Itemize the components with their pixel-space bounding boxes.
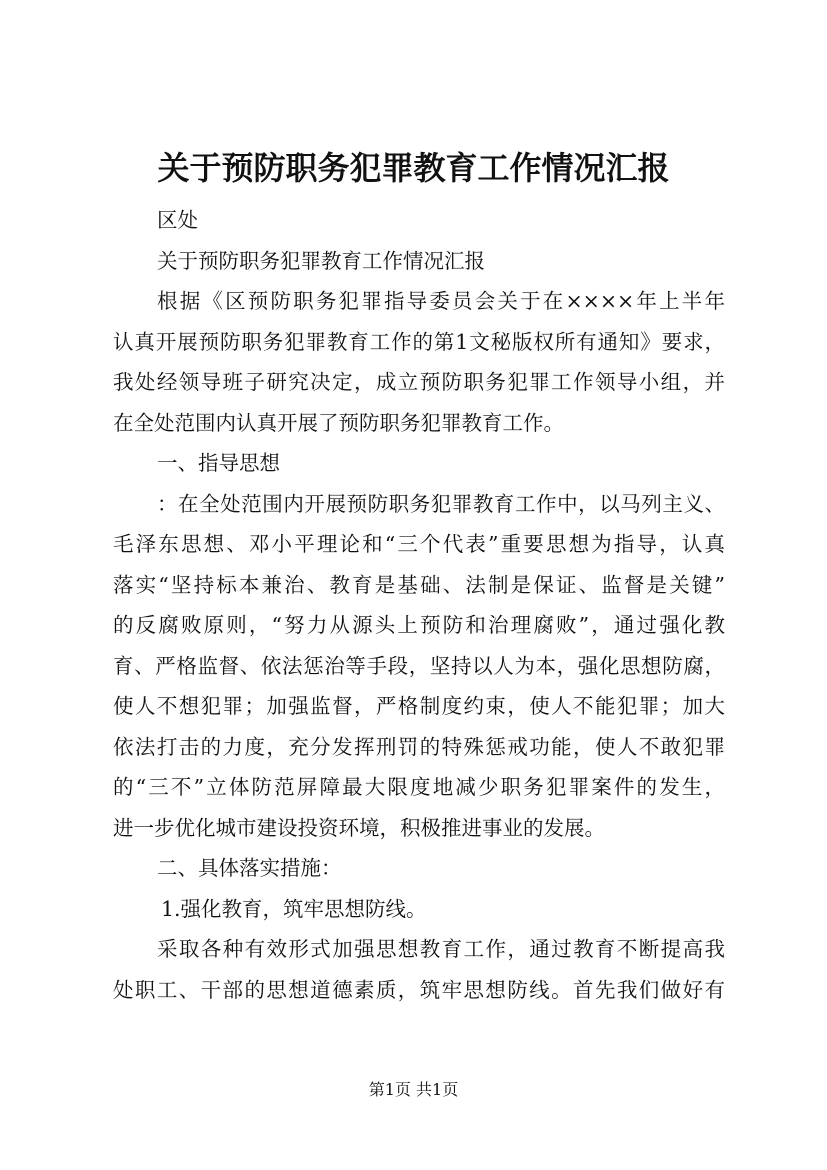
paragraph-line: 育、严格监督、依法惩治等手段，坚持以人为本，强化思想防腐， bbox=[113, 653, 725, 678]
paragraph-line: 进一步优化城市建设投资环境，积极推进事业的发展。 bbox=[113, 815, 605, 840]
paragraph-line: 的反腐败原则，“努力从源头上预防和治理腐败”，通过强化教 bbox=[113, 613, 725, 637]
paragraph-line: 根据《区预防职务犯罪指导委员会关于在××××年上半年 bbox=[157, 289, 725, 313]
paragraph-line: 的“三不”立体防范屏障最大限度地减少职务犯罪案件的发生， bbox=[113, 775, 725, 799]
paragraph-line: 我处经领导班子研究决定，成立预防职务犯罪工作领导小组，并 bbox=[113, 370, 725, 394]
paragraph-line: 毛泽东思想、邓小平理论和“三个代表”重要思想为指导，认真 bbox=[113, 532, 725, 556]
document-body bbox=[113, 200, 725, 1010]
paragraph-line: 区处 bbox=[157, 208, 198, 232]
section-heading: 二、具体落实措施： bbox=[157, 856, 342, 880]
paragraph-line: 采取各种有效形式加强思想教育工作，通过教育不断提高我 bbox=[157, 937, 725, 961]
document-title: 关于预防职务犯罪教育工作情况汇报 bbox=[157, 149, 670, 187]
page-footer: 第1页 共1页 bbox=[368, 1080, 459, 1099]
section-heading: 一、指导思想 bbox=[157, 451, 280, 475]
paragraph-line: 关于预防职务犯罪教育工作情况汇报 bbox=[157, 248, 485, 273]
paragraph-line: 使人不想犯罪；加强监督，严格制度约束，使人不能犯罪；加大 bbox=[113, 694, 725, 718]
paragraph-line: ：在全处范围内开展预防职务犯罪教育工作中，以马列主义、 bbox=[157, 491, 725, 516]
subsection-heading: 1.强化教育，筑牢思想防线。 bbox=[161, 896, 427, 921]
paragraph-line: 依法打击的力度，充分发挥刑罚的特殊惩戒功能，使人不敢犯罪 bbox=[113, 734, 725, 759]
paragraph-line: 认真开展预防职务犯罪教育工作的第1文秘版权所有通知》要求， bbox=[113, 329, 725, 354]
paragraph-line: 落实“坚持标本兼治、教育是基础、法制是保证、监督是关键” bbox=[113, 572, 725, 597]
paragraph-line: 在全处范围内认真开展了预防职务犯罪教育工作。 bbox=[113, 410, 564, 435]
paragraph-line: 处职工、干部的思想道德素质，筑牢思想防线。首先我们做好有 bbox=[113, 977, 725, 1002]
